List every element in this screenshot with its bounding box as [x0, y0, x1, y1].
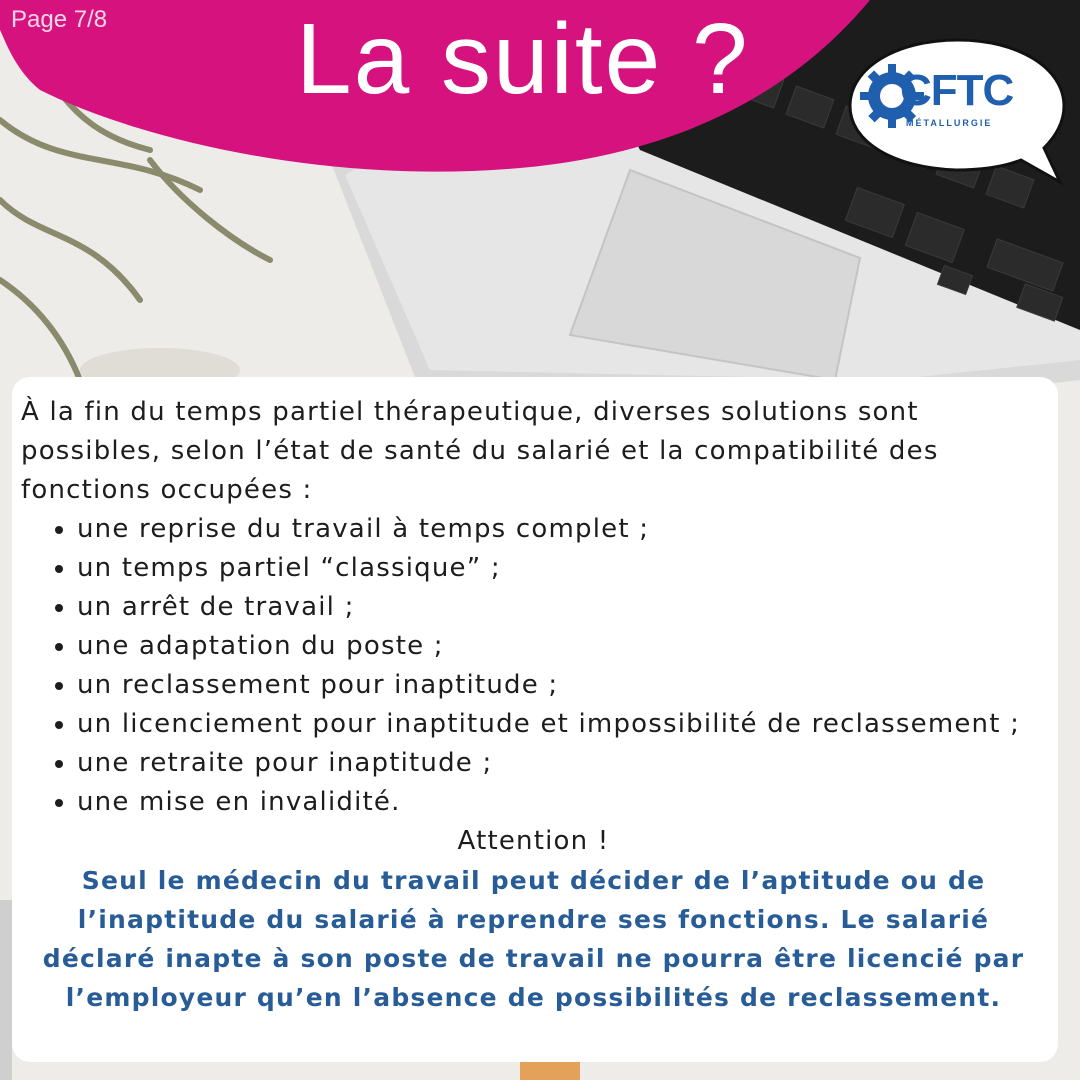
intro-text: À la fin du temps partiel thérapeutique, diverses solutions sont possibles, selon l’état de santé du salarié et la compatibilité des fonctions occupées : [21, 397, 939, 505]
attention-heading: Attention ! [457, 826, 610, 856]
speech-bubble-icon [846, 32, 1070, 200]
list-item: • un licenciement pour inaptitude et impossibilité de reclassement ; [77, 705, 1046, 744]
options-list [21, 510, 1046, 822]
list-item: • une adaptation du poste ; [77, 627, 1046, 666]
warning-text: Seul le médecin du travail peut décider de l’aptitude ou de l’inaptitude du salarié à reprendre ses fonctions. Le salarié déclaré inapte à son poste de travail ne pourra être licencié par l’employeur qu’en l’absence de possibilités de reclassement. [42, 866, 1025, 1012]
content-card [12, 377, 1058, 1062]
logo-subtitle: MÉTALLURGIE [906, 118, 993, 128]
logo-name: CFTC [900, 66, 1014, 115]
list-item: • une reprise du travail à temps complet ; [77, 510, 1046, 549]
list-item: • une mise en invalidité. [77, 783, 1046, 822]
page-title: La suite ? [296, 3, 750, 115]
logo [846, 32, 1070, 200]
list-item: • un reclassement pour inaptitude ; [77, 666, 1046, 705]
list-item: • un temps partiel “classique” ; [77, 549, 1046, 588]
page-indicator: Page 7/8 [11, 6, 108, 33]
list-item: • un arrêt de travail ; [77, 588, 1046, 627]
list-item: • une retraite pour inaptitude ; [77, 744, 1046, 783]
